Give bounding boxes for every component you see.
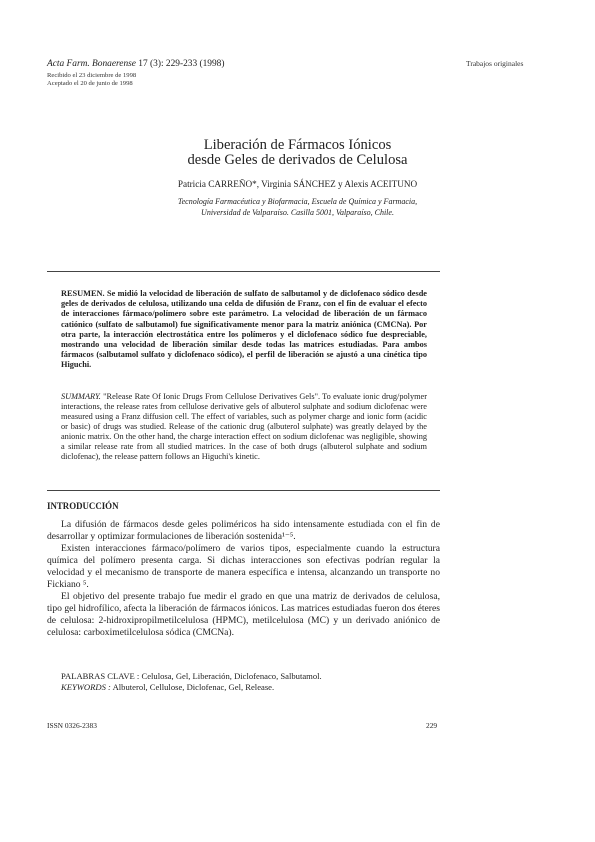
journal-name: Acta Farm. Bonaerense — [47, 59, 136, 69]
journal-volume: 17 (3): 229-233 (1998) — [138, 59, 225, 69]
abstract-es-text: Se midió la velocidad de liberación de sulfato de salbutamol y de diclofenaco sódico desde geles de derivados de celulosa, utilizando una celda de difusión de Franz, con el fin de evaluar el efecto de interacciones fármaco/polímero sobre este parámetro. La velocidad de liberación de un fármaco catiónico (sulfato de salbutamol) fue significativamente menor para la matriz aniónica (CMCNa). Por otra parte, la interacción electrostática entre los polímeros y el diclofenaco sódico fue despreciable, mostrando una velocidad de liberación similar desde todas las matrices estudiadas. Para ambos fármacos (salbutamol sulfato y diclofenaco sódico), el perfil de liberación se ajustó a una cinética tipo Higuchi. — [61, 289, 427, 370]
journal-citation — [47, 59, 224, 69]
intro-body — [47, 519, 440, 639]
keywords-block — [61, 671, 322, 693]
keywords-en-text: Albuterol, Cellulose, Diclofenac, Gel, Release. — [112, 682, 275, 692]
abstract-en-label: SUMMARY. — [61, 392, 101, 401]
page-number: 229 — [426, 721, 438, 730]
affiliation-line-1: Tecnología Farmacéutica y Biofarmacia, Escuela de Química y Farmacia, — [177, 197, 418, 206]
accepted-date: Aceptado el 20 de junio de 1998 — [47, 80, 133, 88]
intro-heading: INTRODUCCIÓN — [47, 501, 119, 511]
intro-paragraph-1: La difusión de fármacos desde geles poliméricos ha sido intensamente estudiada con el fin de desarrollar y optimizar formulaciones de liberación sostenida¹⁻⁵. — [47, 519, 440, 542]
keywords-spanish — [61, 671, 322, 682]
keywords-es-text: Celulosa, Gel, Liberación, Diclofenaco, Salbutamol. — [141, 671, 322, 681]
abstract-english — [61, 392, 427, 462]
received-date: Recibido el 23 diciembre de 1998 — [47, 72, 137, 79]
abstract-top-rule — [47, 271, 440, 272]
issn: ISSN 0326-2383 — [47, 721, 97, 730]
keywords-en-label: KEYWORDS : — [61, 682, 111, 692]
affiliation-line-2: Universidad de Valparaíso. Casilla 5001, Valparaíso, Chile. — [201, 207, 394, 217]
intro-paragraph-2: Existen interacciones fármaco/polímero de varios tipos, especialmente cuando la estructura química del polímero presenta carga. Si dichas interacciones son efectivas podrían regular la velocidad y el mecanismo de transporte de manera específica e intensa, alcanzando un transporte no Fickiano ⁵. — [47, 543, 440, 590]
article-dates — [47, 72, 136, 88]
keywords-english — [61, 682, 322, 693]
intro-paragraph-3: El objetivo del presente trabajo fue medir el grado en que una matriz de derivados de celulosa, tipo gel hidrofílico, afecta la liberación de fármacos iónicos. Las matrices estudiadas fueron dos éteres de celulosa: 2-hidroxipropilmetilcelulosa (HPMC), metilcelulosa (MC) y un derivado aniónico de celulosa: carboximetilcelulosa sódica (CMCNa). — [47, 591, 440, 638]
author-affiliation — [0, 197, 595, 218]
abstract-bottom-rule — [47, 490, 440, 491]
abstract-en-text: "Release Rate Of Ionic Drugs From Cellulose Derivatives Gels". To evaluate ionic drug/polymer interactions, the release rates from cellulose derivative gels of albuterol sulphate and sodium diclofenac were measured using a Franz diffusion cell. The effect of variables, such as polymer charge and ionic form (acidic or basic) of drugs was studied. Release of the cationic drug (albuterol sulphate) was greatly delayed by the anionic matrix. On the other hand, the charge interaction effect on sodium diclofenac was negligible, showing a similar release rate from all studied matrices. In the case of both drugs (albuterol sulphate and sodium diclofenac), the release pattern follows an Higuchi's kinetic. — [61, 392, 427, 461]
article-title-line-1: Liberación de Fármacos Iónicos — [203, 137, 392, 153]
section-label: Trabajos originales — [466, 59, 524, 68]
abstract-spanish — [61, 289, 427, 371]
keywords-es-label: PALABRAS CLAVE : — [61, 671, 140, 681]
abstract-es-label: RESUMEN. — [61, 289, 105, 298]
article-title-line-2: desde Geles de derivados de Celulosa — [187, 152, 408, 168]
article-authors: Patricia CARREÑO*, Virginia SÁNCHEZ y Alexis ACEITUNO — [177, 179, 418, 189]
